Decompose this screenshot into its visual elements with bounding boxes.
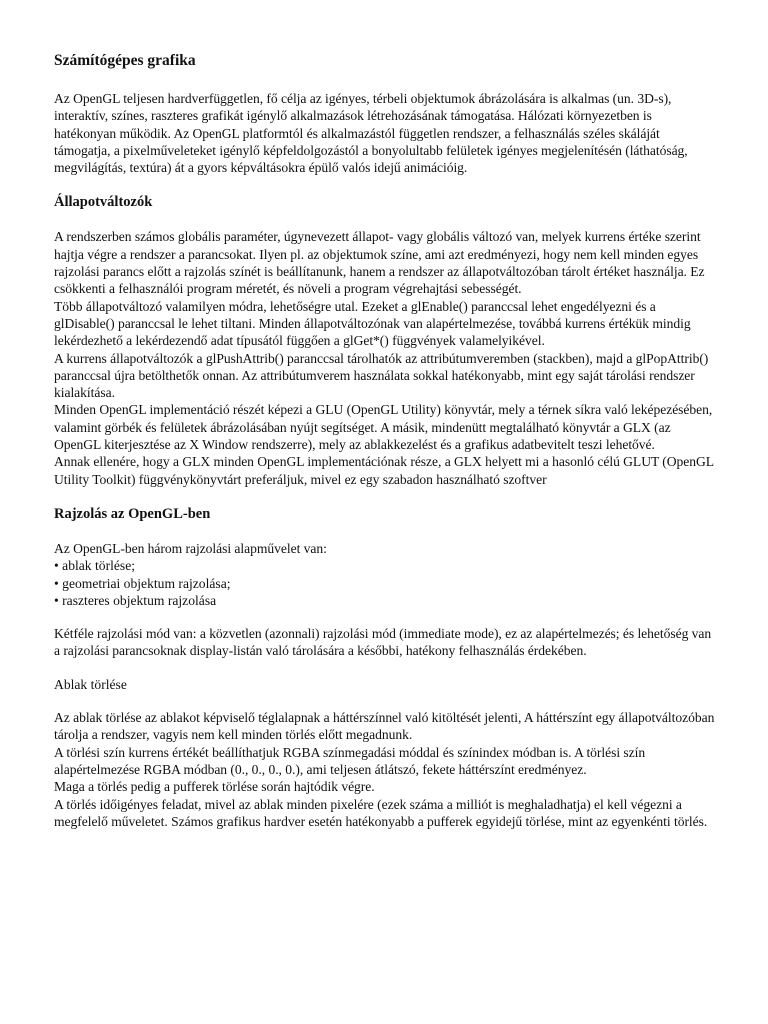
paragraph: A törlés időigényes feladat, mivel az ablak minden pixelére (ezek száma a milliót is meghaladhatja) el kell végezni a megfelelő műveletet. Számos grafikus hardver esetén hatékonyabb a pufferek egyidejű törlése, mint az egyenkénti törlés. [54,796,708,829]
list-item: • raszteres objektum rajzolása [54,592,217,608]
list-item: • ablak törlése; [54,558,136,574]
document-content [54,50,716,830]
intro-paragraph: Az OpenGL teljesen hardverfüggetlen, fő célja az igényes, térbeli objektumok ábrázolására is alkalmas (un. 3D-s), interaktív, színes, raszteres grafikát igénylő alkalmazások létrehozásának támogatása. Hálózati környezetben is hatékonyan működik. Az OpenGL platformtól és alkalmazástól független rendszer, a felhasználás széles skáláját támogatja, a pixelműveleteket igénylő képfeldolgozástól a bonyolultabb felületek igényes megjelenítésén (láthatóság, megvilágítás, textúra) át a gyors képváltásokra épülő valós idejű animációig. [54,91,688,176]
list-lead: Az OpenGL-ben három rajzolási alapművelet van: [54,540,327,556]
section-heading-allapotvaltozok: Állapotváltozók [54,194,153,211]
page-title: Számítógépes grafika [54,52,196,69]
bullet-list [54,557,716,609]
spacer [54,609,716,625]
paragraph: A törlési szín kurrens értékét beállíthatjuk RGBA színmegadási móddal és színindex módban is. A törlési szín alapértelmezése RGBA módban (0., 0., 0., 0.), ami teljesen átlátszó, fekete háttérszínt eredményez. [54,744,646,777]
paragraph: Annak ellenére, hogy a GLX minden OpenGL implementációnak része, a GLX helyett mi a hasonló célú GLUT (OpenGL Utility Toolkit) függvénykönyvtárt preferáljuk, mivel ez egy szabadon használható szoftver [54,454,714,487]
paragraph: Több állapotváltozó valamilyen módra, lehetőségre utal. Ezeket a glEnable() paranccsal lehet engedélyezni és a glDisable() paranccsal le lehet tiltani. Minden állapotváltozónak van alapértelmezése, továbbá kurrens értékük mindig lekérdezhető a lekérdezendő adat típusától függően a glGet*() függvények valamelyikével. [54,298,691,349]
paragraph: Az ablak törlése az ablakot képviselő téglalapnak a háttérszínnel való kitöltését jelenti, A háttérszínt egy állapotváltozóban tárolja a rendszer, vagyis nem kell minden törlés előtt megadnunk. [54,710,715,743]
paragraph: Minden OpenGL implementáció részét képezi a GLU (OpenGL Utility) könyvtár, mely a térnek síkra való leképezésében, valamint görbék és felületek ábrázolásában nyújt segítséget. A másik, mindenütt megtalálható könyvtár a GLX (az OpenGL kiterjesztése az X Window rendszerre), mely az ablakkezelést és a grafikus adatbevitelt teszi lehetővé. [54,402,713,453]
modes-paragraph: Kétféle rajzolási mód van: a közvetlen (azonnali) rajzolási mód (immediate mode), ez az alapértelmezés; és lehetőség van a rajzolási parancsoknak display-listán való tárolására a későbbi, hatékony felhasználás érdekében. [54,626,712,659]
section-heading-rajzolas: Rajzolás az OpenGL-ben [54,505,211,522]
paragraph: A rendszerben számos globális paraméter, úgynevezett állapot- vagy globális változó van, melyek kurrens értéke szerint hajtja végre a rendszer a parancsokat. Ilyen pl. az objektumok színe, ami azt eredményezi, hogy nem kell minden egyes rajzolási parancs előtt a rajzolás színét is beállítanunk, hanem a rendszer az állapotváltozóban tárolt értéket használja. Ez csökkenti a felhasználói program méretét, és növeli a program végrehajtási sebességét. [54,229,705,297]
list-item: • geometriai objektum rajzolása; [54,575,231,591]
paragraph: Maga a törlés pedig a pufferek törlése során hajtódik végre. [54,779,375,795]
subheading-ablak-torlese: Ablak törlése [54,676,127,692]
paragraph: A kurrens állapotváltozók a glPushAttrib() paranccsal tárolhatók az attribútumveremben (stackben), majd a glPopAttrib() paranccsal újra betölthetők onnan. Az attribútumverem használata sokkal hatékonyabb, mint egy saját tárolási rendszer kialakítása. [54,350,709,401]
